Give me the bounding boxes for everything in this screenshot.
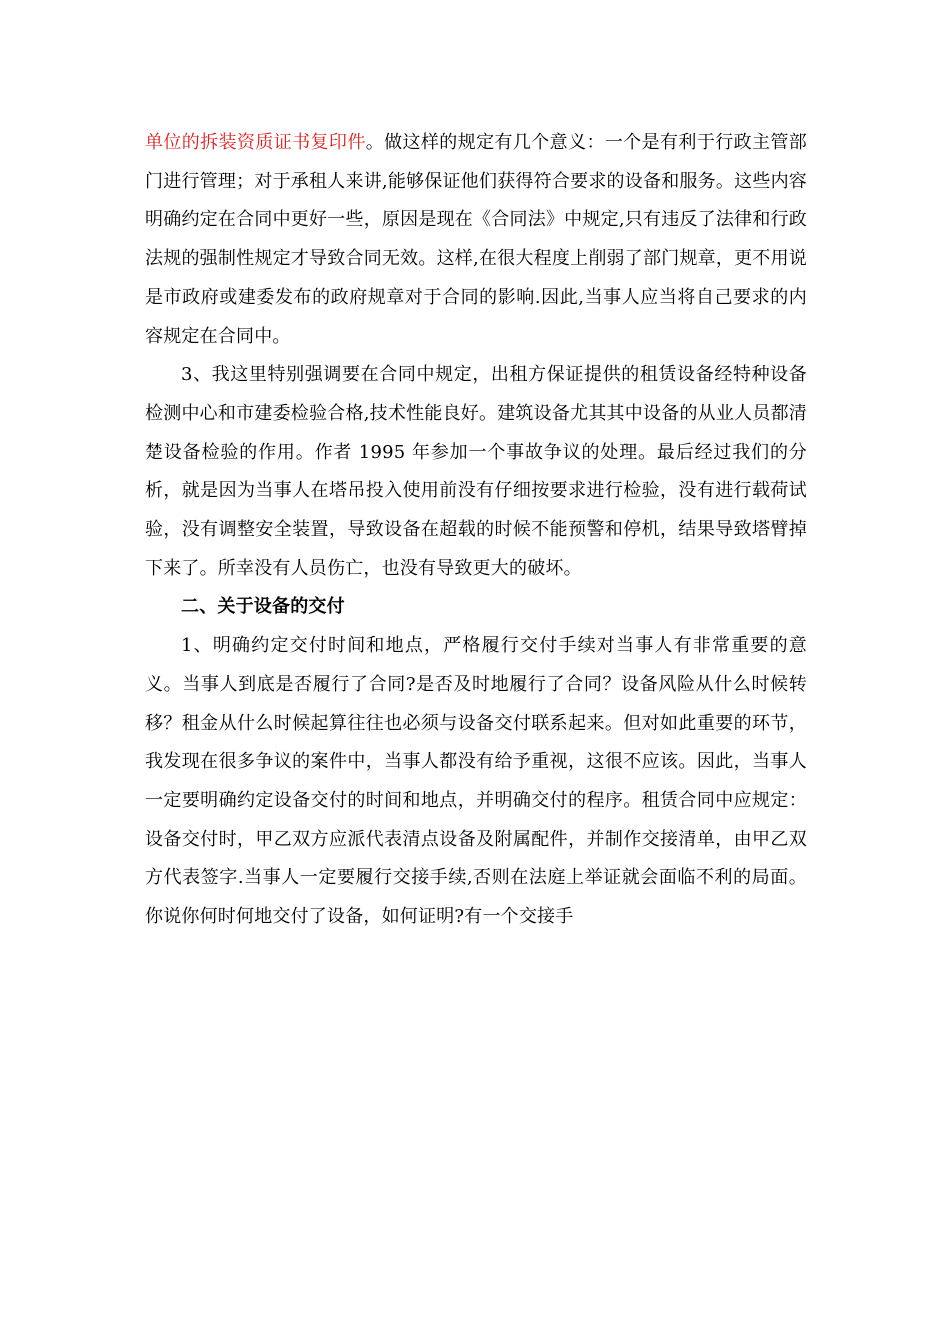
paragraph-1-text: 。做这样的规定有几个意义：一个是有利于行政主管部门进行管理；对于承租人来讲,能够保证他们获得符合要求的设备和服务。这些内容明确约定在合同中更好一些，原因是现在《合同法》中规定,只有违反了法律和行政法规的强制性规定才导致合同无效。这样,在很大程度上削弱了部门规章，更不用说是市政府或建委发布的政府规章对于合同的影响.因此,当事人应当将自己要求的内容规定在合同中。 bbox=[145, 132, 807, 347]
highlighted-text: 单位的拆装资质证书复印件 bbox=[145, 132, 366, 153]
paragraph-3: 1、明确约定交付时间和地点，严格履行交付手续对当事人有非常重要的意义。当事人到底是否履行了合同?是否及时地履行了合同？设备风险从什么时候转移？租金从什么时候起算往往也必须与设备交付联系起来。但对如此重要的环节，我发现在很多争议的案件中，当事人都没有给予重视，这很不应该。因此，当事人一定要明确约定设备交付的时间和地点，并明确交付的程序。租赁合同中应规定：设备交付时，甲乙双方应派代表清点设备及附属配件，并制作交接清单，由甲乙双方代表签字.当事人一定要履行交接手续,否则在法庭上举证就会面临不利的局面。你说你何时何地交付了设备，如何证明?有一个交接手 bbox=[145, 635, 807, 928]
document-body bbox=[145, 124, 807, 937]
paragraph-1 bbox=[145, 124, 807, 356]
paragraph-2: 3、我这里特别强调要在合同中规定，出租方保证提供的租赁设备经特种设备检测中心和市建委检验合格,技术性能良好。建筑设备尤其其中设备的从业人员都清楚设备检验的作用。作者 1995 年参加一个事故争议的处理。最后经过我们的分析，就是因为当事人在塔吊投入使用前没有仔细按要求进行检验，没有进行载荷试验，没有调整安全装置，导致设备在超载的时候不能预警和停机，结果导致塔臂掉下来了。所幸没有人员伤亡，也没有导致更大的破坏。 bbox=[145, 364, 807, 579]
section-heading: 二、关于设备的交付 bbox=[181, 596, 345, 618]
